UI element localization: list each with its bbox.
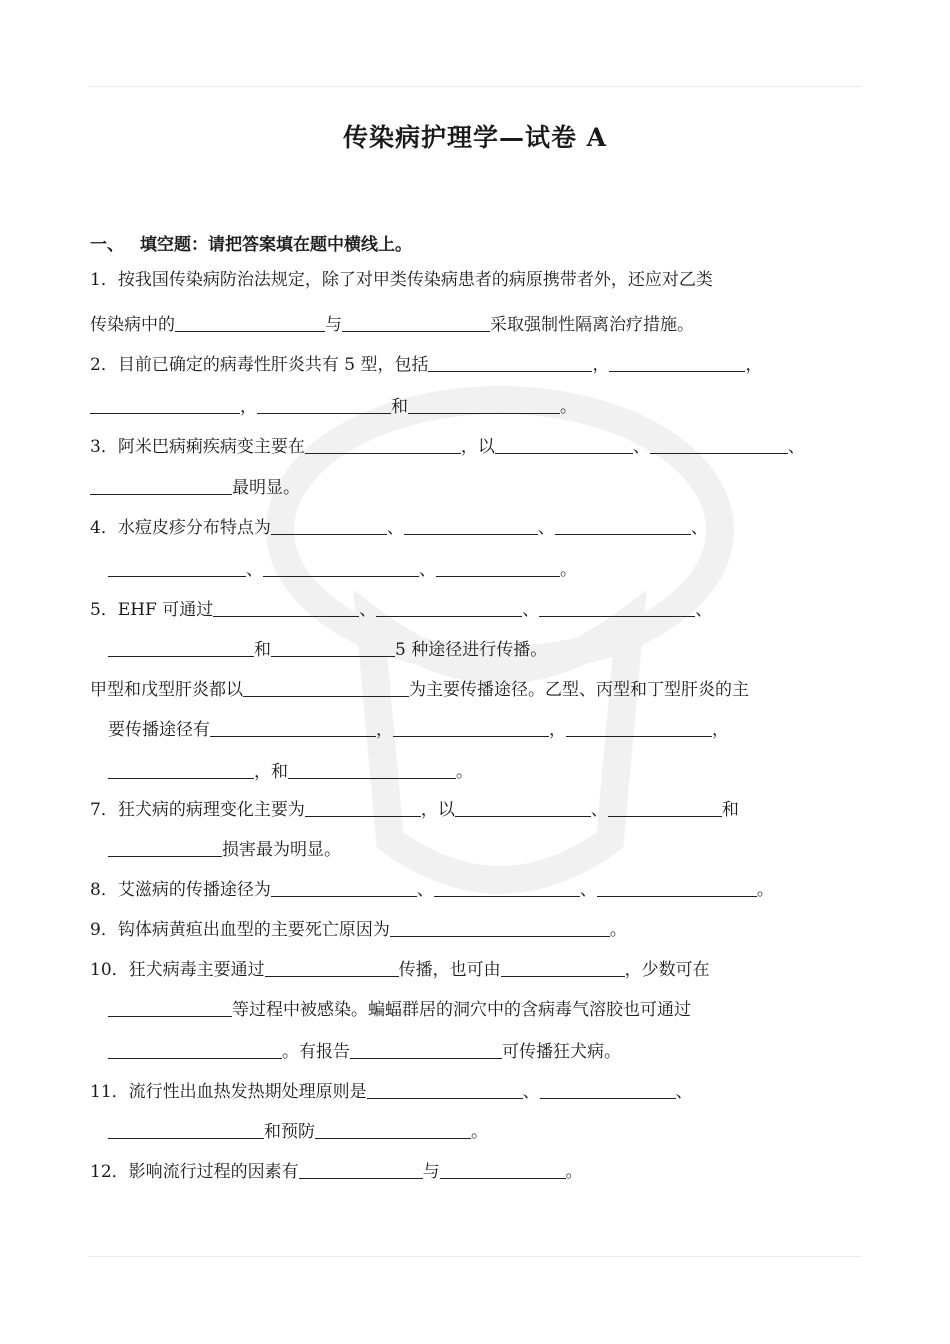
answer-blank[interactable] [376, 599, 522, 617]
question-text: 、 [386, 518, 404, 538]
question-line [108, 999, 691, 1019]
section-heading [90, 230, 412, 255]
question-line [90, 799, 739, 819]
question-text: 等过程中被感染。蝙蝠群居的洞穴中的含病毒气溶胶也可通过 [232, 1000, 691, 1020]
question-line [108, 719, 729, 739]
answer-blank[interactable] [597, 879, 757, 897]
question-line [90, 436, 805, 456]
answer-blank[interactable] [609, 354, 745, 372]
question-text: 可传播狂犬病。 [502, 1042, 621, 1062]
question-text: 与 [422, 1162, 440, 1182]
question-line [90, 679, 749, 699]
question-text: 为主要传播途径。乙型、丙型和丁型肝炎的主 [409, 680, 749, 700]
answer-blank[interactable] [288, 761, 456, 779]
question-text: 。 [560, 560, 577, 580]
answer-blank[interactable] [540, 1081, 676, 1099]
answer-blank[interactable] [271, 879, 417, 897]
question-text: 7．狂犬病的病理变化主要为 [90, 800, 305, 820]
question-line [90, 477, 300, 497]
question-text: 2．目前已确定的病毒性肝炎共有 5 型，包括 [90, 355, 429, 375]
question-text: 。 [560, 397, 577, 417]
answer-blank[interactable] [265, 959, 399, 977]
answer-blank[interactable] [108, 559, 246, 577]
question-text: 传播，也可由 [398, 960, 501, 980]
question-text: 传染病中的 [90, 315, 175, 335]
question-line [90, 959, 710, 979]
answer-blank[interactable] [350, 1041, 502, 1059]
question-text: ， [712, 720, 729, 740]
question-text: 10．狂犬病毒主要通过 [90, 960, 265, 980]
answer-blank[interactable] [243, 679, 409, 697]
answer-blank[interactable] [213, 599, 359, 617]
question-line [108, 761, 473, 781]
answer-blank[interactable] [566, 719, 712, 737]
answer-blank[interactable] [108, 999, 232, 1017]
question-text: 、 [416, 880, 434, 900]
question-text: 1．按我国传染病防治法规定，除了对甲类传染病患者的病原携带者外，还应对乙类 [90, 270, 713, 290]
question-text: ，和 [254, 762, 288, 782]
answer-blank[interactable] [428, 354, 592, 372]
answer-blank[interactable] [271, 639, 395, 657]
question-text: 和 [391, 397, 408, 417]
answer-blank[interactable] [440, 1161, 566, 1179]
question-text: 、 [632, 437, 650, 457]
answer-blank[interactable] [390, 919, 610, 937]
question-text: 、 [695, 600, 713, 620]
question-text: 。 [609, 920, 627, 940]
answer-blank[interactable] [175, 314, 325, 332]
answer-blank[interactable] [404, 517, 538, 535]
answer-blank[interactable] [108, 1041, 282, 1059]
question-text: 、 [787, 437, 805, 457]
question-line [90, 879, 774, 899]
answer-blank[interactable] [342, 314, 490, 332]
answer-blank[interactable] [608, 799, 722, 817]
question-text: ， [376, 720, 393, 740]
question-text: 、 [522, 600, 540, 620]
question-text: 。有报告 [282, 1042, 350, 1062]
question-text: 、 [522, 1082, 540, 1102]
question-line [90, 272, 713, 289]
question-text: 、 [590, 800, 608, 820]
section-instruction: 填空题：请把答案填在题中横线上。 [140, 235, 412, 255]
answer-blank[interactable] [495, 436, 633, 454]
answer-blank[interactable] [393, 719, 549, 737]
question-line [90, 919, 627, 939]
answer-blank[interactable] [367, 1081, 523, 1099]
question-text: 12．影响流行过程的因素有 [90, 1162, 299, 1182]
answer-blank[interactable] [408, 396, 560, 414]
answer-blank[interactable] [90, 396, 240, 414]
question-text: ， [592, 355, 610, 375]
question-text: 3．阿米巴病痢疾病变主要在 [90, 437, 305, 457]
question-text: ，少数可在 [624, 960, 710, 980]
question-line [90, 1081, 693, 1101]
answer-blank[interactable] [299, 1161, 423, 1179]
question-line [90, 1161, 583, 1181]
question-text: 4．水痘皮疹分布特点为 [90, 518, 271, 538]
answer-blank[interactable] [271, 517, 387, 535]
question-text: 。 [565, 1162, 583, 1182]
question-text: 8．艾滋病的传播途径为 [90, 880, 271, 900]
answer-blank[interactable] [555, 517, 691, 535]
question-text: 要传播途径有 [108, 720, 210, 740]
answer-blank[interactable] [455, 799, 591, 817]
answer-blank[interactable] [539, 599, 695, 617]
question-text: 5．EHF 可通过 [90, 600, 214, 620]
question-line [90, 517, 708, 537]
question-text: 、 [359, 600, 377, 620]
answer-blank[interactable] [257, 396, 391, 414]
question-text: 和 [254, 640, 271, 660]
question-line [108, 1121, 488, 1141]
question-text: 、 [675, 1082, 693, 1102]
question-text: 。 [456, 762, 473, 782]
page-title: 传染病护理学—试卷 A [342, 123, 608, 152]
answer-blank[interactable] [501, 959, 625, 977]
answer-blank[interactable] [263, 559, 419, 577]
question-text: 、 [419, 560, 436, 580]
answer-blank[interactable] [90, 477, 232, 495]
question-text: ，以 [420, 800, 455, 820]
question-text: ， [240, 397, 257, 417]
answer-blank[interactable] [434, 879, 580, 897]
question-text: 、 [537, 518, 555, 538]
question-text: 甲型和戊型肝炎都以 [90, 680, 243, 700]
question-text: 、 [579, 880, 597, 900]
question-line [90, 354, 762, 374]
question-text: ， [745, 355, 763, 375]
answer-blank[interactable] [108, 639, 254, 657]
bottom-divider [88, 1256, 862, 1257]
question-line [108, 639, 547, 659]
question-text: 5 种途径进行传播。 [395, 640, 548, 660]
top-divider [88, 86, 862, 87]
question-text: 损害最为明显。 [222, 840, 341, 860]
question-text: 9．钩体病黄疸出血型的主要死亡原因为 [90, 920, 390, 940]
answer-blank[interactable] [108, 839, 222, 857]
question-line [90, 314, 694, 334]
question-text: ，以 [460, 437, 495, 457]
answer-blank[interactable] [305, 799, 421, 817]
answer-blank[interactable] [108, 761, 254, 779]
question-text: 。 [471, 1122, 488, 1142]
question-text: 、 [690, 518, 708, 538]
question-text: 11．流行性出血热发热期处理原则是 [90, 1082, 367, 1102]
section-number: 一、 [90, 235, 124, 255]
answer-blank[interactable] [315, 1121, 471, 1139]
question-text: 最明显。 [232, 478, 300, 498]
question-text: 与 [325, 315, 342, 335]
answer-blank[interactable] [210, 719, 376, 737]
answer-blank[interactable] [305, 436, 461, 454]
question-text: 。 [756, 880, 774, 900]
question-text: 和预防 [264, 1122, 315, 1142]
question-text: 采取强制性隔离治疗措施。 [490, 315, 694, 335]
question-line [108, 839, 341, 859]
question-text: 、 [246, 560, 263, 580]
answer-blank[interactable] [108, 1121, 264, 1139]
question-text: ， [549, 720, 566, 740]
answer-blank[interactable] [650, 436, 788, 454]
question-line [108, 1041, 621, 1061]
question-line [90, 599, 712, 619]
question-text: 和 [721, 800, 739, 820]
question-line [108, 559, 577, 579]
question-line [90, 396, 577, 416]
answer-blank[interactable] [436, 559, 560, 577]
